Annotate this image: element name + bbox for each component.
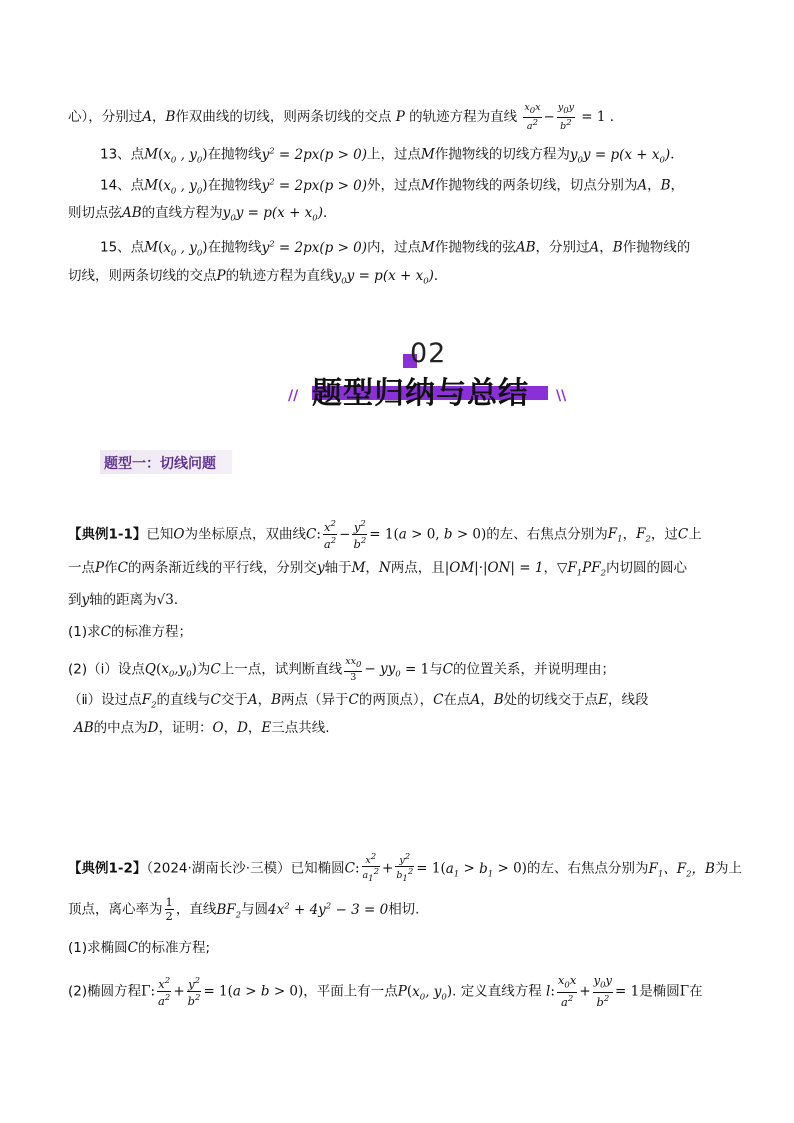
example-1-1-q4: AB的中点为D，证明：O，D，E三点共线. xyxy=(74,720,330,736)
example-1-2-q2: (2)椭圆方程Γ: $\frac{x^2}{a^2}$ + $\frac{y^2}{b^2}$ = 1(a > b > 0)，平面上有一点$P(x_0$, $y_0$). 定义直线方程 l: $\frac{x_0x}{a^2}$ + $\frac{y_0y}{b^2}$ = 1是椭圆Γ在 xyxy=(68,973,703,1010)
item-15-cont: 切线，则两条切线的交点P的轨迹方程为直线$y_0y = p(x + x_0)$． xyxy=(68,268,448,287)
item-14-cont: 则切点弦AB的直线方程为$y_0y = p(x + x_0)$． xyxy=(68,205,337,224)
example-1-2-line-1: 【典例1-2】（2024·湖南长沙·三模）已知椭圆C: $\frac{x^2}{a_1^2}$ + $\frac{y^2}{b_1^2}$ = $1(a_1 > b_1 > 0)$的左、右焦点分别为$F_1$、$F_2$，B为上 xyxy=(68,852,742,885)
example-1-1-line-2: 一点P作C的两条渐近线的平行线，分别交y轴于M，N两点，且|OM|·|ON| = 1，$▽F_1PF_2$内切圆的圆心 xyxy=(68,560,688,579)
subsection-label: 题型一：切线问题 xyxy=(100,450,232,474)
formula-fraction: $\frac{x_0x}{a^2}$ xyxy=(524,102,541,133)
heading-title: 题型归纳与总结 xyxy=(312,376,529,411)
item-14: 14、点$M(x_0$ , $y_0$)在抛物线$y^2 = 2px(p > 0)$外，过点M作抛物线的两条切线，切点分别为A，B， xyxy=(100,177,685,197)
example-1-1-line-1: 【典例1-1】已知O为坐标原点，双曲线C: $\frac{x^2}{a^2}$ − $\frac{y^2}{b^2}$ = 1(a > 0, b > 0)的左、右焦点分别为$F_1$，$F_2$，过C上 xyxy=(68,519,702,551)
heading-right-mark: \\ xyxy=(556,388,567,404)
heading-left-mark: // xyxy=(288,388,299,404)
example-1-1-q3: （ⅱ）设过点$F_2$的直线与C交于A，B两点（异于C的两顶点），C在点A，B处的切线交于点E，线段 xyxy=(68,692,649,711)
formula-fraction: $\frac{y_0y}{b^2}$ xyxy=(593,973,613,1010)
example-tag: 【典例1-1】 xyxy=(68,526,147,543)
section-heading xyxy=(280,338,580,410)
formula-fraction: $\frac{y^2}{b_1^2}$ xyxy=(396,852,414,885)
formula-fraction: $\frac{x^2}{a_1^2}$ xyxy=(362,852,380,885)
example-1-1-q1: (1)求C的标准方程； xyxy=(68,624,192,640)
formula-fraction: $\frac{y^2}{b^2}$ xyxy=(353,519,367,551)
formula-fraction: $\frac{x_0x}{a^2}$ xyxy=(557,973,577,1010)
example-1-1-q2: (2)（ⅰ）设点$Q(x_0,y_0)$为C上一点，试判断直线 $\frac{xx_0}{3}$ − $yy_0 = 1$与C的位置关系，并说明理由； xyxy=(68,656,615,683)
formula-fraction: $\frac{1}{2}$ xyxy=(165,895,173,923)
formula-fraction: $\frac{x^2}{a^2}$ xyxy=(158,976,171,1008)
example-1-2-line-2: 顶点，离心率为 $\frac{1}{2}$ ，直线$BF_2$与圆$4x^2 + 4y^2 - 3 = 0$相切. xyxy=(68,895,420,923)
formula-fraction: $\frac{y^2}{b^2}$ xyxy=(187,976,201,1008)
source-tag: （2024·湖南长沙·三模） xyxy=(146,860,291,877)
example-1-2-q1: (1)求椭圆C的标准方程; xyxy=(68,940,211,956)
formula-fraction: $\frac{xx_0}{3}$ xyxy=(345,656,362,683)
item-15: 15、点$M(x_0$ , $y_0$)在抛物线$y^2 = 2px(p > 0)$内，过点M作抛物线的弦AB，分别过A，B作抛物线的 xyxy=(100,239,691,259)
example-1-1-line-3: 到y轴的距离为√3． xyxy=(68,592,188,608)
formula-fraction: $\frac{y_0y}{b^2}$ xyxy=(557,102,575,133)
formula-fraction: $\frac{x^2}{a^2}$ xyxy=(323,519,337,551)
heading-number: 02 xyxy=(410,338,447,369)
item-13: 13、点$M(x_0$ , $y_0$)在抛物线$y^2 = 2px(p > 0)$上，过点M作抛物线的切线方程为$y_0y = p(x + x_0)$． xyxy=(100,146,684,166)
text-line-1: 心），分别过A，B作双曲线的切线，则两条切线的交点 P 的轨迹方程为直线 $\frac{x_0x}{a^2}$ − $\frac{y_0y}{b^2}$ = 1 ． xyxy=(68,102,624,133)
example-tag: 【典例1-2】 xyxy=(68,860,147,877)
